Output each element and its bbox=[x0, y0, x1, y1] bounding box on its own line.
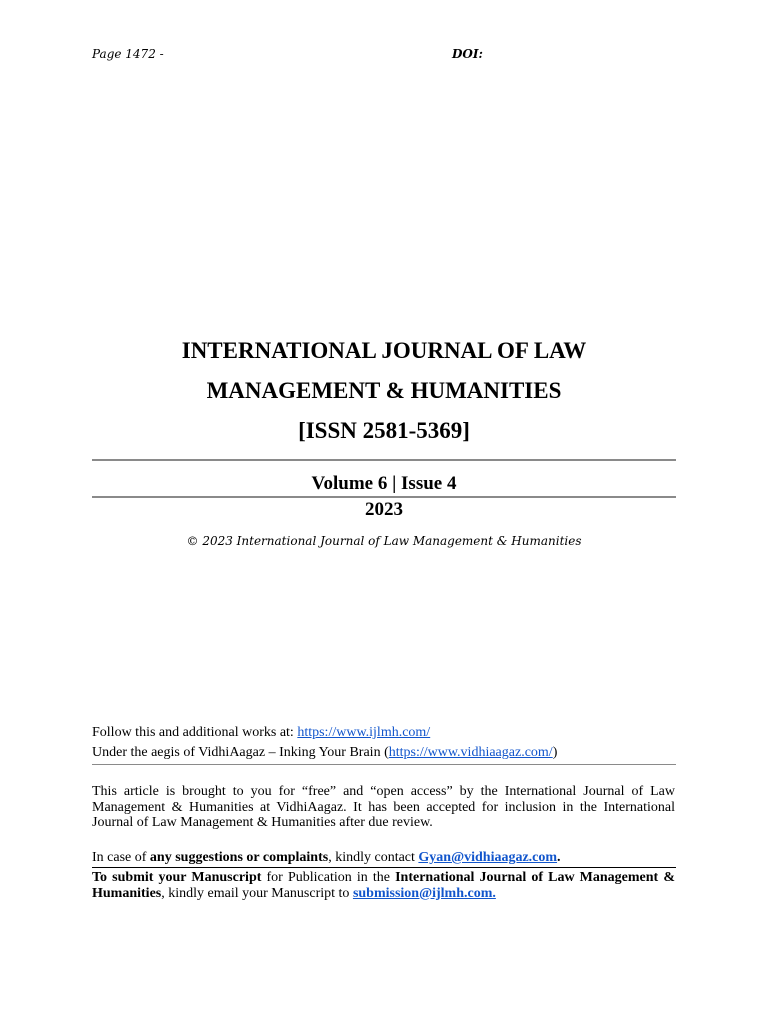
ijlmh-link[interactable]: https://www.ijlmh.com/ bbox=[297, 725, 431, 740]
submit-paragraph bbox=[92, 870, 675, 901]
divider-top bbox=[92, 459, 676, 461]
aegis-line bbox=[92, 745, 675, 761]
journal-title-line1: INTERNATIONAL JOURNAL OF LAW bbox=[181, 338, 587, 363]
doi-label: DOI: bbox=[452, 47, 483, 61]
follow-line bbox=[92, 725, 675, 741]
contact-line bbox=[92, 850, 675, 866]
submit-mid: for Publication in the bbox=[261, 870, 396, 885]
issn: [ISSN 2581-5369] bbox=[298, 418, 470, 443]
aegis-suffix: ) bbox=[552, 745, 558, 760]
page-number: Page 1472 - bbox=[92, 47, 164, 61]
volume-issue: Volume 6 | Issue 4 bbox=[311, 473, 457, 494]
divider-links bbox=[92, 764, 676, 765]
copyright-notice: © 2023 International Journal of Law Management & Humanities bbox=[186, 534, 582, 548]
aegis-text: Under the aegis of VidhiAagaz – Inking Your Brain ( bbox=[92, 745, 389, 760]
vidhiaagaz-link[interactable]: https://www.vidhiaagaz.com/ bbox=[388, 745, 553, 760]
contact-suffix: . bbox=[557, 850, 561, 865]
submit-bold1: To submit your Manuscript bbox=[92, 870, 262, 885]
contact-prefix: In case of bbox=[92, 850, 150, 865]
article-note: This article is brought to you for “free” and “open access” by the International Journal of Law Management & Humanities at VidhiAagaz. It has been accepted for inclusion in the International Journal of Law Management & Humanities after due review. bbox=[92, 784, 675, 830]
contact-email-link[interactable]: Gyan@vidhiaagaz.com bbox=[418, 850, 558, 865]
follow-text: Follow this and additional works at: bbox=[92, 725, 298, 740]
submission-email-link[interactable]: submission@ijlmh.com. bbox=[352, 885, 496, 901]
contact-middle: , kindly contact bbox=[328, 850, 419, 865]
submit-mid2: , kindly email your Manuscript to bbox=[161, 885, 353, 901]
divider-submit bbox=[92, 867, 676, 868]
submit-journal-name: International Journal of Law Management & Humanities bbox=[92, 870, 675, 901]
journal-title-line2: MANAGEMENT & HUMANITIES bbox=[206, 378, 562, 403]
divider-middle bbox=[92, 496, 676, 498]
contact-bold: any suggestions or complaints bbox=[149, 850, 329, 865]
publication-year: 2023 bbox=[365, 499, 403, 520]
